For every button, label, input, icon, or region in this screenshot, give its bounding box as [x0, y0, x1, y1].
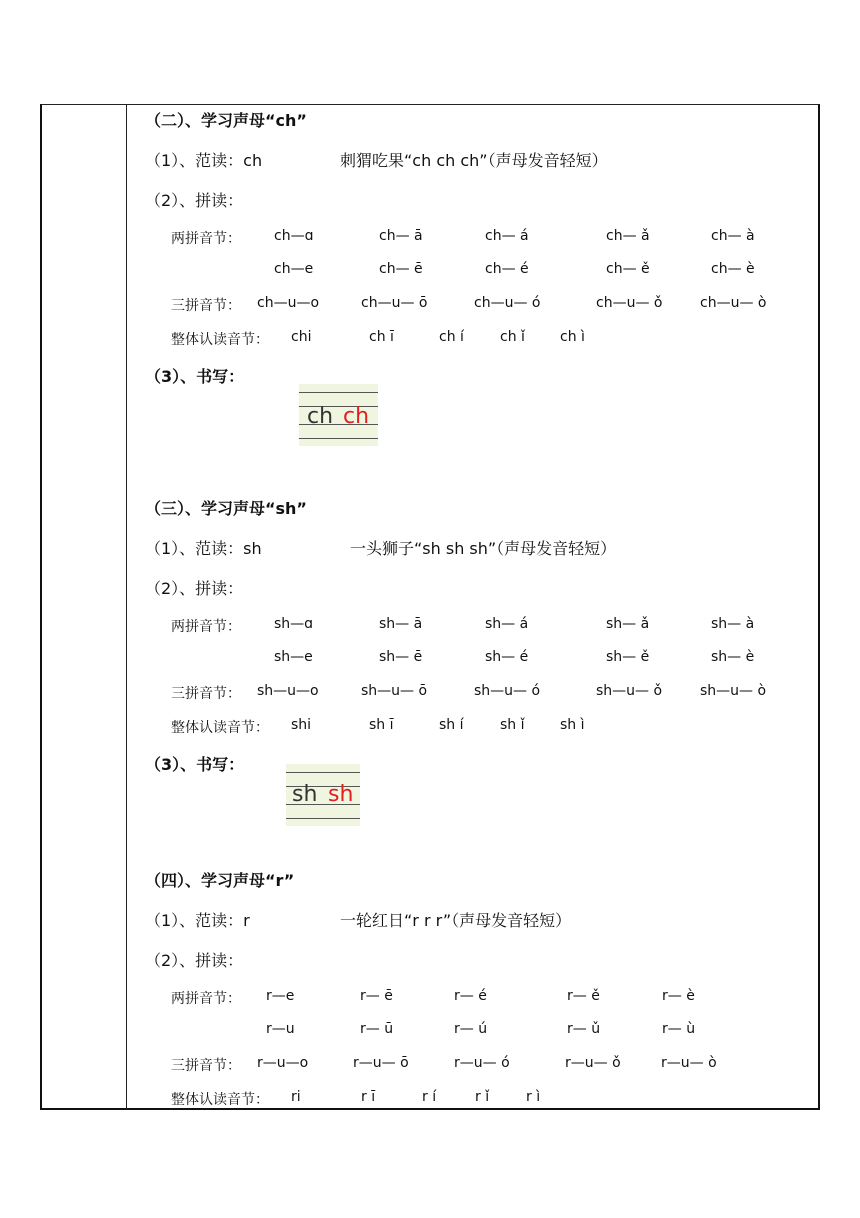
syllable: r ì	[526, 1089, 541, 1105]
syllable: r—u— ò	[661, 1055, 717, 1071]
syllable: ri	[291, 1089, 301, 1105]
syllable: r— è	[662, 988, 695, 1004]
syllable: ch—ɑ	[274, 228, 314, 244]
whole-syllable-label: 整体认读音节：	[171, 332, 269, 348]
syllable: sh—u—o	[257, 683, 319, 699]
syllable: sh ǐ	[500, 717, 525, 733]
syllable: ch— ǎ	[606, 228, 650, 244]
syllable: r— ú	[454, 1021, 488, 1037]
syllable: sh—u— ǒ	[596, 683, 663, 699]
spelling-label: （2）、拼读：	[145, 579, 244, 598]
syllable: sh—ɑ	[274, 616, 314, 632]
syllable: r— ǔ	[567, 1021, 601, 1037]
syllable: ch— é	[485, 261, 529, 277]
syllable: sh—u— ó	[474, 683, 541, 699]
syllable: r—u— ǒ	[565, 1055, 621, 1071]
syllable: ch—u— ò	[700, 295, 767, 311]
syllable: ch—u— ō	[361, 295, 428, 311]
syllable: r—e	[266, 988, 295, 1004]
syllable: sh— ǎ	[606, 616, 650, 632]
syllable: ch— ě	[606, 261, 650, 277]
syllable: ch ī	[369, 329, 394, 345]
syllable: r í	[422, 1089, 437, 1105]
syllable: ch ǐ	[500, 329, 525, 345]
syllable: r— ě	[567, 988, 600, 1004]
syllable: ch— à	[711, 228, 755, 244]
writing-sample-black: sh	[292, 782, 318, 807]
syllable: sh—u— ò	[700, 683, 767, 699]
syllable: sh— é	[485, 649, 529, 665]
syllable: sh ì	[560, 717, 585, 733]
model-reading-example: 刺猬吃果“ch ch ch”（声母发音轻短）	[340, 151, 608, 170]
table-column-divider	[126, 104, 127, 1110]
syllable: ch—u— ǒ	[596, 295, 663, 311]
spelling-label: （2）、拼读：	[145, 951, 244, 970]
two-syllable-label: 两拼音节：	[171, 231, 241, 247]
model-reading-label: （1）、范读：ch	[145, 151, 263, 170]
model-reading-label: （1）、范读：sh	[145, 539, 262, 558]
three-syllable-label: 三拼音节：	[171, 686, 241, 702]
lesson-content	[145, 104, 805, 1108]
syllable: r— ē	[360, 988, 393, 1004]
syllable: sh í	[439, 717, 464, 733]
syllable: sh— è	[711, 649, 755, 665]
whole-syllable-label: 整体认读音节：	[171, 1092, 269, 1108]
syllable: shi	[291, 717, 312, 733]
syllable: r— é	[454, 988, 487, 1004]
syllable: sh— ā	[379, 616, 423, 632]
writing-label: （3）、书写：	[145, 367, 245, 386]
syllable: r—u—o	[257, 1055, 309, 1071]
two-syllable-label: 两拼音节：	[171, 619, 241, 635]
syllable: ch ì	[560, 329, 585, 345]
writing-label: （3）、书写：	[145, 755, 245, 774]
syllable: sh ī	[369, 717, 394, 733]
three-syllable-label: 三拼音节：	[171, 1058, 241, 1074]
syllable: r ǐ	[475, 1089, 490, 1105]
syllable: ch— ā	[379, 228, 423, 244]
syllable: r—u— ó	[454, 1055, 510, 1071]
syllable: sh— à	[711, 616, 755, 632]
two-syllable-label: 两拼音节：	[171, 991, 241, 1007]
syllable: r ī	[361, 1089, 376, 1105]
syllable: ch—e	[274, 261, 314, 277]
whole-syllable-label: 整体认读音节：	[171, 720, 269, 736]
section-heading: （二）、学习声母“ch”	[145, 111, 307, 130]
syllable: r— ū	[360, 1021, 394, 1037]
model-reading-example: 一头狮子“sh sh sh”（声母发音轻短）	[350, 539, 617, 558]
syllable: sh—u— ō	[361, 683, 428, 699]
model-reading-example: 一轮红日“r r r”（声母发音轻短）	[340, 911, 572, 930]
syllable: sh— ě	[606, 649, 650, 665]
writing-grid	[286, 764, 360, 826]
writing-grid	[299, 384, 378, 446]
syllable: ch—u— ó	[474, 295, 541, 311]
syllable: ch í	[439, 329, 464, 345]
syllable: sh— ē	[379, 649, 423, 665]
syllable: ch—u—o	[257, 295, 320, 311]
section-heading: （四）、学习声母“r”	[145, 871, 295, 890]
syllable: r— ù	[662, 1021, 696, 1037]
syllable: ch— á	[485, 228, 529, 244]
three-syllable-label: 三拼音节：	[171, 298, 241, 314]
model-reading-label: （1）、范读：r	[145, 911, 250, 930]
syllable: r—u— ō	[353, 1055, 409, 1071]
syllable: chi	[291, 329, 312, 345]
writing-sample-black: ch	[307, 404, 334, 429]
section-heading: （三）、学习声母“sh”	[145, 499, 307, 518]
syllable: sh—e	[274, 649, 313, 665]
syllable: ch— ē	[379, 261, 423, 277]
spelling-label: （2）、拼读：	[145, 191, 244, 210]
writing-sample-red: ch	[343, 404, 370, 429]
syllable: ch— è	[711, 261, 755, 277]
syllable: sh— á	[485, 616, 529, 632]
syllable: r—u	[266, 1021, 295, 1037]
writing-sample-red: sh	[328, 782, 354, 807]
